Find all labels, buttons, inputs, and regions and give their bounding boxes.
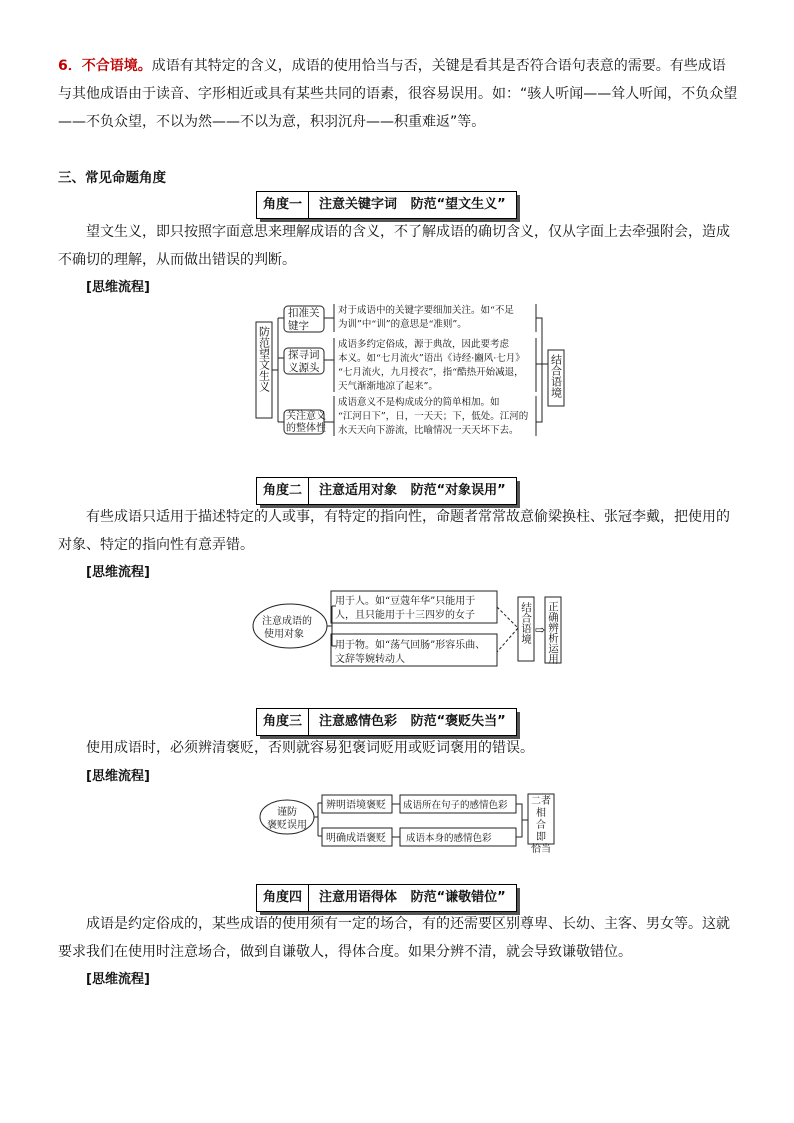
a3-result-3: 合: [536, 820, 546, 831]
thinking-label-2: [思维流程]: [86, 565, 150, 580]
a1-desc-2d: 天气渐渐地凉了起来”。: [338, 381, 438, 392]
a1-branch-1-label2: 键字: [288, 320, 309, 332]
angle-3-title: 注意感情色彩 防范“褒贬失当”: [319, 714, 506, 729]
a2-result: 正确辨析运用: [547, 601, 559, 664]
angle-4-text: 成语是约定俗成的，某些成语的使用须有一定的场合，有的还需要区别尊卑、长幼、主客、男女等。这就要求我们在使用时注意场合，做到自谦敬人，得体合度。如果分辨不清，就会导致谦敬错位。: [58, 916, 730, 960]
a3-b1a: 辨明语境褒贬: [326, 800, 386, 811]
a3-result-1: 二者: [531, 796, 551, 807]
thinking-label-1: [思维流程]: [86, 280, 150, 295]
a3-b2b: 成语本身的感情色彩: [406, 833, 492, 844]
angle-3-text: 使用成语时，必须辨清褒贬，否则就容易犯褒词贬用或贬词褒用的错误。: [86, 740, 534, 756]
a2-box2-2: 文辞等婉转动人: [335, 654, 405, 665]
a1-desc-2c: “七月流火，九月授衣”，指“酷热开始减退，: [338, 367, 524, 378]
angle-4-tag: 角度四: [257, 885, 309, 911]
angle-4-title: 注意用语得体 防范“谦敬错位”: [319, 890, 506, 905]
a1-branch-1-label: 扣准关: [288, 307, 320, 319]
angle-4-box: [256, 884, 517, 912]
angle-1-title: 注意关键字词 防范“望文生义”: [319, 197, 506, 212]
a1-desc-3a: 成语意义不是构成成分的简单相加。如: [338, 397, 500, 408]
a3-result-2: 相: [536, 808, 546, 819]
angle-3-tag: 角度三: [257, 709, 309, 735]
a1-desc-3c: 水天天向下游流，比喻情况一天天坏下去。: [338, 425, 519, 436]
a1-result: 结合语境: [549, 354, 563, 398]
section-3-title: 三、常见命题角度: [58, 170, 166, 186]
a2-box2-1: 用于物。如“荡气回肠”形容乐曲、: [335, 640, 486, 651]
a1-branch-3-label2: 的整体性: [286, 423, 326, 434]
a2-root-2: 使用对象: [264, 629, 304, 640]
thinking-label-3: [思维流程]: [86, 769, 150, 784]
a3-result-4: 即: [536, 832, 546, 843]
a3-root-2: 褒贬误用: [267, 820, 307, 831]
a3-result-5: 恰当: [531, 844, 551, 855]
angle-1-tag: 角度一: [257, 192, 309, 218]
thinking-label-4: [思维流程]: [86, 972, 150, 987]
a3-root-1: 谨防: [277, 807, 297, 818]
a1-desc-1b: 为训”中“训”的意思是“准则”。: [338, 319, 467, 330]
a3-b2a: 明确成语褒贬: [326, 833, 386, 844]
a1-desc-1a: 对于成语中的关键字要细加关注。如“不足: [338, 305, 514, 316]
a2-box1-2: 人，且只能用于十三四岁的女子: [335, 610, 475, 621]
angle-2-text: 有些成语只适用于描述特定的人或事，有特定的指向性，命题者常常故意偷梁换柱、张冠李戴，把使用的对象、特定的指向性有意弄错。: [58, 509, 730, 553]
paragraph-6-text: 成语有其特定的含义，成语的使用恰当与否，关键是看其是否符合语句表意的需要。有些成语与其他成语由于读音、字形相近或具有某些共同的语素，很容易误用。如：“骇人听闻——耸人听闻，不负众望——不负众望，不以为然——不以为意，积羽沉舟——积重难返”等。: [58, 58, 738, 130]
paragraph-6-label: 6．不合语境。: [58, 58, 152, 74]
a2-arrow-icon: ⇨: [535, 623, 546, 637]
a1-branch-2-label: 探寻词: [288, 349, 320, 361]
a3-b1b: 成语所在句子的感情色彩: [403, 800, 508, 811]
a1-desc-3b: “江河日下”，日，一天天；下，低处。江河的: [338, 411, 529, 422]
a1-desc-2a: 成语多约定俗成，源于典故，因此要考虑: [338, 339, 510, 350]
a2-mid: 结合语境: [520, 602, 532, 644]
angle-1-text: 望文生义，即只按照字面意思来理解成语的含义，不了解成语的确切含义，仅从字面上去牵强附会，造成不确切的理解，从而做出错误的判断。: [58, 224, 730, 268]
a1-branch-3-label: 关注意义: [286, 411, 326, 422]
angle-2-tag: 角度二: [257, 478, 309, 504]
a2-box1-1: 用于人。如“豆蔻年华”只能用于: [335, 596, 476, 607]
angle-2-title: 注意适用对象 防范“对象误用”: [319, 483, 506, 498]
a1-root: 防范望文生义: [257, 326, 271, 392]
a1-desc-2b: 本义。如“七月流火”语出《诗经·豳风·七月》: [338, 353, 525, 364]
a1-branch-2-label2: 义源头: [288, 362, 320, 374]
a2-root-1: 注意成语的: [262, 616, 312, 627]
